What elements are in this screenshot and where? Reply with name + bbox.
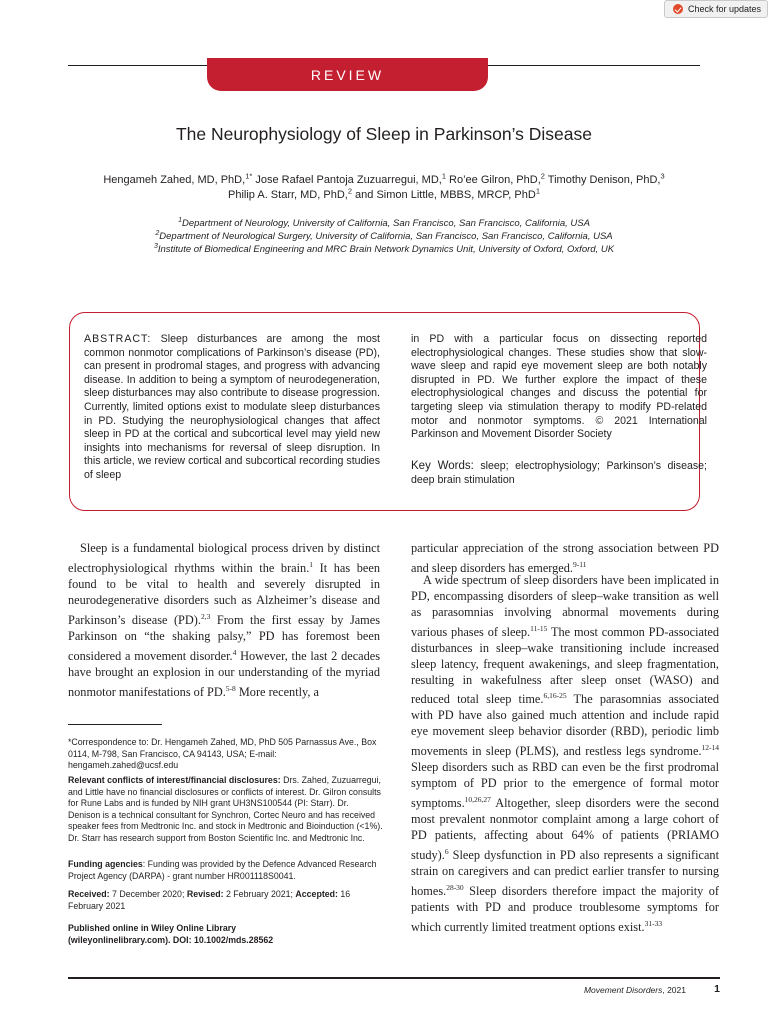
body-paragraph-1: Sleep is a fundamental biological process driven by distinct electrophysiological rhythms within the brain.$^1$ It has been found to be vital to health and severely disrupted in neurodegenerative disorders such as Alzheimer’s disease and Parkinson’s disease (PD).$^{2,3}$ From the first essay by James Parkinson on “the shaking palsy,” PD has foremost been considered a movement disorder.$^4$ However, the last 2 decades have brought an explosion in our understanding of the myriad nonmotor manifestations of PD.$^{5-8}$ More recently, a bbox=[68, 541, 381, 699]
abstract-text-left: Sleep disturbances are among the most common nonmotor complications of Parkinson’s disease (PD), can present in prodromal stages, and progress with advancing disease. In addition to being a symptom of neurodegeneration, sleep disturbances may also contribute to disease progression. Currently, limited options exist to modulate sleep disturbances in PD. Studying the neurophysiological changes that affect sleep in PD at the cortical and subcortical level may yield new insights into mechanisms for reversal of sleep disruption. In this article, we review cortical and subcortical recording studies of sleep bbox=[84, 333, 381, 481]
keywords bbox=[411, 460, 707, 487]
footnote-rule bbox=[68, 724, 162, 725]
abstract-right-column: in PD with a particular focus on dissecting reported electrophysiological changes. These studies show that slow-wave sleep and rapid eye movement sleep are both notably disrupted in PD. We further explore the impact of these electrophysiological changes and discuss the potential for targeting sleep via stimulation therapy to modify PD-related motor and nonmotor symptoms. © 2021 International Parkinson and Movement Disorder Society bbox=[411, 333, 707, 441]
funding-label: Funding agencies bbox=[68, 859, 143, 869]
funding-note bbox=[68, 859, 383, 882]
affiliation-1: $^1$Department of Neurology, University of California, San Francisco, San Francisco, California, USA bbox=[178, 217, 590, 230]
keywords-label: Key Words: bbox=[411, 460, 474, 472]
received-label: Received: bbox=[68, 889, 110, 899]
review-banner: REVIEW bbox=[207, 58, 488, 91]
accepted-label: Accepted: bbox=[295, 889, 338, 899]
funding-text: : Funding was provided by the Defence Advanced Research Project Agency (DARPA) - grant number HR001118S0041. bbox=[68, 859, 377, 881]
authors-line-1: Hengameh Zahed, MD, PhD,$^{1*}$ Jose Rafael Pantoja Zuzuarregui, MD,$^1$ Ro’ee Gilron, PhD,$^2$ Timothy Denison, PhD,$^3$ bbox=[103, 171, 665, 186]
page-number: 1 bbox=[714, 983, 720, 995]
body-paragraph-1-continued: particular appreciation of the strong association between PD and sleep disorders has emerged.$^{9-11}$ bbox=[411, 541, 719, 575]
keywords-text: sleep; electrophysiology; Parkinson’s disease; deep brain stimulation bbox=[411, 460, 707, 486]
revised-date: 2 February 2021; bbox=[225, 889, 293, 899]
conflicts-text: Drs. Zahed, Zuzuarregui, and Little have no financial disclosures or conflicts of interest. Dr. Gilron consults for Rune Labs and is funded by NIH grant UH3NS100544 (PI: Starr). Dr. Denison is a technical consultant for Synchron, Cortec Neuro and has received speaker fees from Medtronic Inc. and stock in Medtronic and Bioinduction (<1%). Dr. Starr has research support from Boston Scientific Inc. and Medtronic Inc. bbox=[68, 775, 383, 843]
abstract-left-column bbox=[84, 333, 380, 483]
check-icon bbox=[673, 4, 683, 14]
dates-note bbox=[68, 889, 383, 912]
abstract-label: ABSTRACT: bbox=[84, 333, 152, 345]
published-note bbox=[68, 923, 383, 946]
accepted-date: 16 February 2021 bbox=[68, 889, 351, 911]
received-date: 7 December 2020; bbox=[112, 889, 185, 899]
article-title: The Neurophysiology of Sleep in Parkinson’s Disease bbox=[175, 124, 593, 144]
check-for-updates-label: Check for updates bbox=[688, 4, 762, 14]
conflicts-note bbox=[68, 775, 383, 845]
correspondence-text: Dr. Hengameh Zahed, MD, PhD 505 Parnassus Ave., Box 0114, M-798, San Francisco, CA 94143, USA; E-mail: hengameh.zahed@ucsf.edu bbox=[68, 737, 377, 771]
affiliation-3: $^3$Institute of Biomedical Engineering and MRC Brain Network Dynamics Unit, University of Oxford, Oxford, UK bbox=[153, 243, 615, 256]
revised-label: Revised: bbox=[186, 889, 224, 899]
check-for-updates-button[interactable] bbox=[664, 0, 768, 18]
footer-rule bbox=[68, 977, 720, 979]
affiliation-2: $^2$Department of Neurological Surgery, University of California, San Francisco, San Francisco, California, USA bbox=[155, 230, 613, 243]
conflicts-label: Relevant conflicts of interest/financial disclosures: bbox=[68, 775, 281, 785]
authors-line-2: Philip A. Starr, MD, PhD,$^2$ and Simon Little, MBBS, MRCP, PhD$^1$ bbox=[228, 186, 540, 201]
correspondence-label: *Correspondence to: bbox=[68, 737, 149, 747]
journal-name: Movement Disorders, 2021 bbox=[583, 985, 686, 995]
correspondence-note bbox=[68, 737, 383, 772]
body-paragraph-2: A wide spectrum of sleep disorders have been implicated in PD, encompassing disorders of sleep–wake transition as well as parasomnias involving abnormal movements during various phases of sleep.$^{11-15}$ The most common PD-associated disturbances in sleep–wake transitioning include increased sleep latency, frequent awakenings, and sleep fragmentation, resulting in wakefulness after sleep onset (WASO) and reduced total sleep time.$^{6,16-25}$ The parasomnias associated with PD have also gained much attention and include rapid eye movement sleep behavior disorder (RBD), periodic limb movements in sleep (PLMS), and restless legs syndrome.$^{12-14}$ Sleep disorders such as RBD can even be the first prodromal symptom of PD prior to the emergence of formal motor symptoms.$^{10,26,27}$ Altogether, sleep disorders were the second most prevalent nonmotor complaint among a large cohort of PD patients, affecting about 64% of patients (PRIAMO study).$^6$ Sleep dysfunction in PD also represents a significant strain on caregivers and can predict earlier transfer to nursing homes.$^{28-30}$ Sleep disorders therefore impact the majority of patients with PD and produce troublesome symptoms for which currently limited treatment options exist.$^{31-33}$ bbox=[411, 573, 719, 934]
published-doi: (wileyonlinelibrary.com). DOI: 10.1002/mds.28562 bbox=[68, 934, 274, 945]
published-line-1: Published online in Wiley Online Library bbox=[68, 923, 237, 933]
